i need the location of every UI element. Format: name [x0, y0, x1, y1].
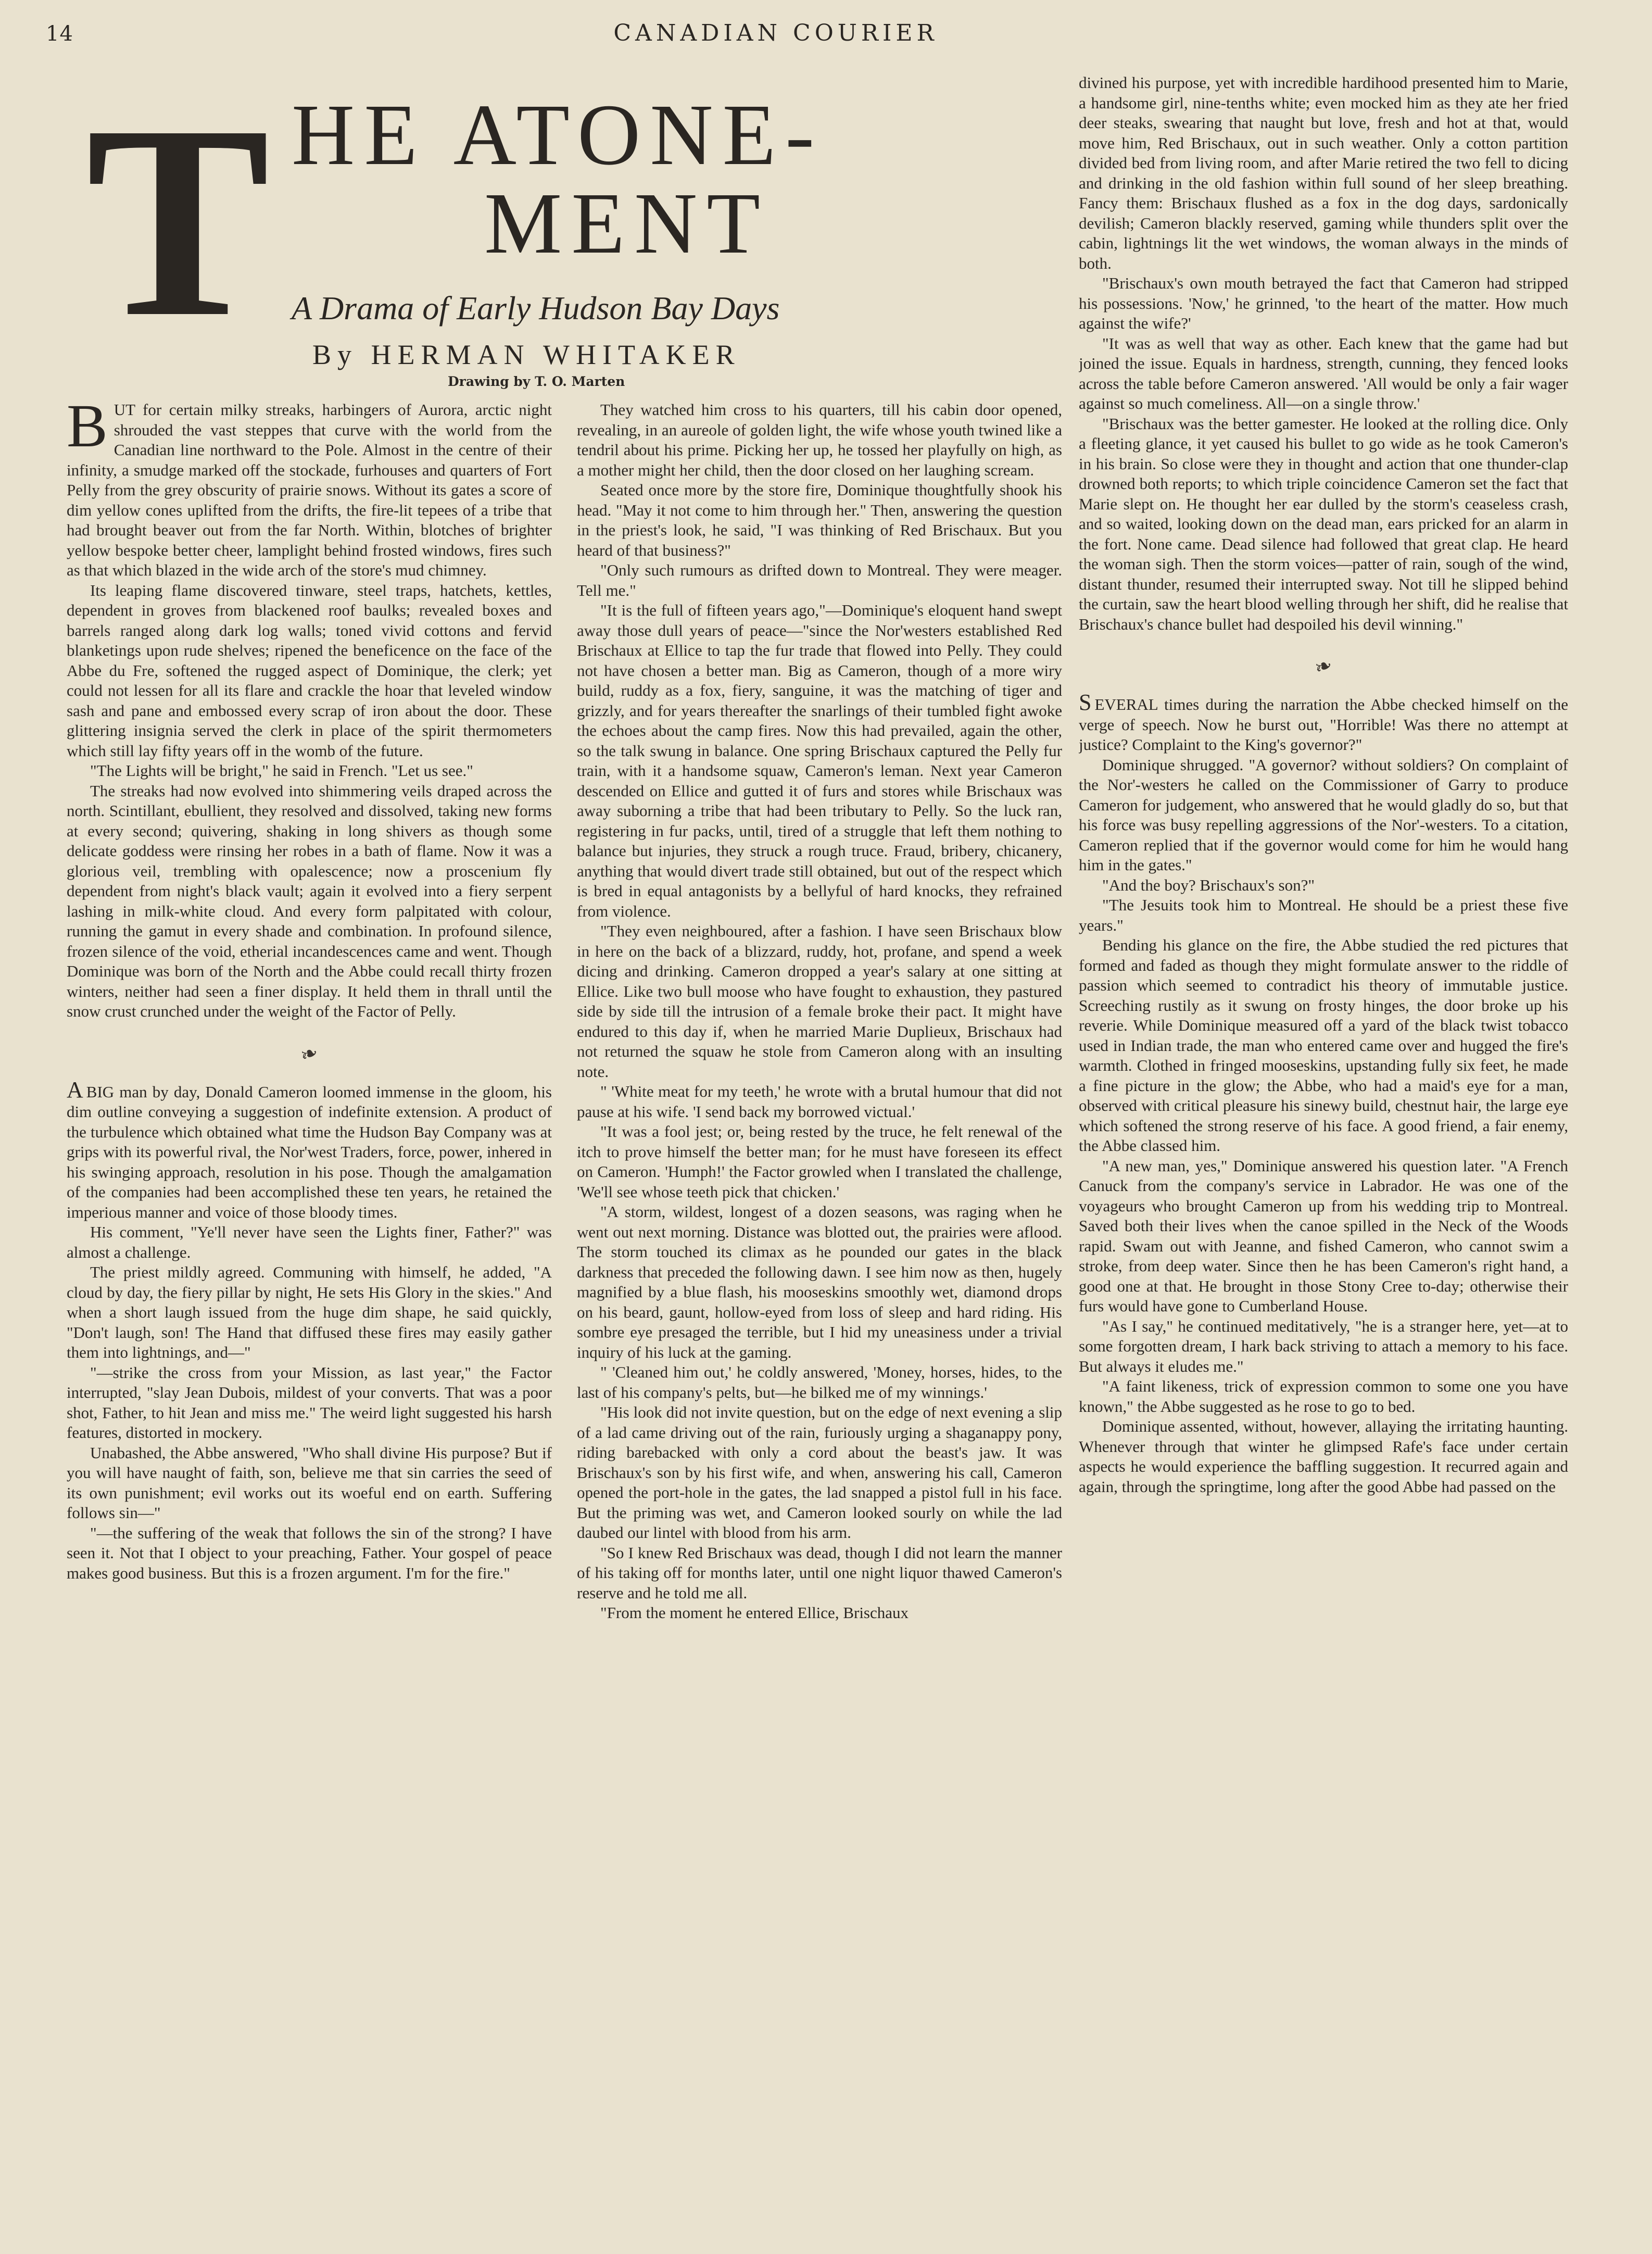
paragraph: "A faint likeness, trick of expression common to some one you have known," the Abbe suggested as he rose to go to bed. [1079, 1377, 1568, 1416]
section-initial: A [67, 1076, 83, 1103]
paragraph: The priest mildly agreed. Communing with himself, he added, "A cloud by day, the fiery pillar by night, He sets His Glory in the skies." And when a short laugh issued from the huge dim shape, he said quickly, "Don't laugh, son! The Hand that diffused these fires may easily gather them into lightnings, and—" [67, 1263, 552, 1361]
paragraph [67, 400, 552, 581]
paragraph: Unabashed, the Abbe answered, "Who shall divine His purpose? But if you will have naught of faith, son, believe me that sin carries the seed of its own punishment; evil works out its woeful end on earth. Suffering follows sin—" [67, 1443, 552, 1522]
paragraph [67, 1076, 552, 1223]
paragraph: "It was a fool jest; or, being rested by the truce, he felt renewal of the itch to prove himself the better man; for he must have foreseen its effect on Cameron. 'Humph!' the Factor growled when I translated the challenge, 'We'll see whose teeth pick that chicken.' [577, 1122, 1062, 1201]
title-initial: T [86, 68, 270, 374]
page-number: 14 [46, 22, 73, 46]
running-head: CANADIAN COURIER [613, 20, 938, 46]
column-3 [1079, 73, 1568, 2234]
paragraph: "So I knew Red Brischaux was dead, though I did not learn the manner of his taking off for months later, until one night liquor thawed Cameron's reserve and he told me all. [577, 1543, 1062, 1602]
paragraph-text: UT for certain milky streaks, harbingers of Aurora, arctic night shrouded the vast steppes that curve with the world from the Canadian line northward to the Pole. Almost in the centre of their infinity, a smudge marked off the stockade, furhouses and quarters of Fort Pelly from the grey obscurity of prairie snows. Without its gates a score of dim yellow cones uplifted from the drifts, the fire-lit tepees of a tribe that had brought beaver out from the far North. Within, blotches of brighter yellow bespoke better cheer, lamplight behind frosted windows, fires such as that which blazed in the wide arch of the store's mud chimney. [67, 400, 552, 579]
column-1 [67, 400, 552, 2233]
paragraph: "And the boy? Brischaux's son?" [1102, 875, 1315, 894]
title-line-1: HE ATONE- [292, 86, 824, 183]
paragraph: Seated once more by the store fire, Dominique thoughtfully shook his head. "May it not come to him through her." Then, answering the question in the priest's look, he said, "I was thinking of Red Brischaux. But you heard of that business?" [577, 481, 1062, 559]
paragraph: "—strike the cross from your Mission, as last year," the Factor interrupted, "slay Jean Dubois, mildest of your converts. That was a poor shot, Father, to hit Jean and miss me." The weird light suggested his harsh features, distorted in mockery. [67, 1363, 552, 1442]
illustration-credit: Drawing by T. O. Marten [448, 374, 625, 389]
section-initial: S [1079, 690, 1092, 715]
byline: By HERMAN WHITAKER [312, 339, 741, 370]
paragraph: "It was as well that way as other. Each knew that the game had but joined the issue. Equals in hardness, strength, cunning, they fenced looks across the table before Cameron answered. 'All would be only a fair wager against so much comeliness. All—on a single throw.' [1079, 334, 1568, 412]
paragraph: "Brischaux was the better gamester. He looked at the rolling dice. Only a fleeting glance, it yet caused his bullet to go wide as he took Cameron's in his brain. So close were they in thought and action that one thunder-clap drowned both reports; to which triple coincidence Cameron set the fact that Marie slept on. He thought her ear dulled by the storm's ceaseless crash, and so waited, looking down on the dead man, ears pricked for an alarm in the fort. None came. Dead silence had followed that great clap. He heard the woman sigh. Then the storm voices—patter of rain, sough of the wind, distant thunder, resumed their interrupted sway. Not till he slipped behind the curtain, saw the heart blood welling through her shift, did he realise that Brischaux's chance bullet had despoiled his devil winning." [1079, 414, 1568, 633]
paragraph: "Only such rumours as drifted down to Montreal. They were meager. Tell me." [577, 561, 1062, 599]
subtitle: A Drama of Early Hudson Bay Days [292, 290, 780, 327]
paragraph: "The Lights will be bright," he said in French. "Let us see." [90, 761, 473, 780]
paragraph: "Brischaux's own mouth betrayed the fact that Cameron had stripped his possessions. 'Now,' he grinned, 'to the heart of the matter. How much against the wife?' [1079, 274, 1568, 332]
paragraph: "They even neighboured, after a fashion. I have seen Brischaux blow in here on the back of a blizzard, ruddy, hot, profane, and spend a week dicing and drinking. Cameron dropped a year's salary at one sitting at Ellice. Like two bull moose who have fought to exhaustion, they pastured side by side till the intrusion of a female broke their pact. It might have endured to this day if, when he married Marie Duplieux, Brischaux had not returned the squaw he stole from Cameron along with an insulting note. [577, 922, 1062, 1081]
title-line-2: MENT [484, 175, 770, 272]
paragraph: They watched him cross to his quarters, till his cabin door opened, revealing, in an aureole of golden light, the wife whose youth twined like a tendril about his prime. Picking her up, he tossed her playfully on high, as a mother might her child, then the door closed on her laughing scream. [577, 400, 1062, 479]
paragraph: "—the suffering of the weak that follows the sin of the strong? I have seen it. Not that I object to your preaching, Father. Your gospel of peace makes good business. But this is a frozen argument. I'm for the fire." [67, 1523, 552, 1582]
drop-cap: B [67, 400, 108, 460]
paragraph-text: EVERAL times during the narration the Abbe checked himself on the verge of speech. Now he burst out, "Horrible! Was there no attempt at justice? Complaint to the King's governor?" [1079, 695, 1568, 754]
paragraph: divined his purpose, yet with incredible hardihood presented him to Marie, a handsome girl, nine-tenths white; even mocked him as they ate her fried deer steaks, swearing that naught but love, fresh and hot at that, would move him, Red Brischaux, out in such weather. Only a cotton partition divided bed from living room, and after Marie retired the two fell to dicing and drinking in the old fashion within full sound of her sleep breathing. Fancy them: Brischaux flushed as a fox in the dog days, sardonically devilish; Cameron blackly reserved, gaming while thunders split over the cabin, lightnings lit the wet windows, the woman always in the minds of both. [1079, 73, 1568, 272]
paragraph: Its leaping flame discovered tinware, steel traps, hatchets, kettles, dependent in groves from blackened roof baulks; revealed boxes and barrels ranged along dark log walls; toned vivid cottons and fervid blanketings upon rude shelves; ripened the beneficence on the face of the Abbe du Fre, softened the rugged aspect of Dominique, the clerk; yet could not lessen for all its flare and crackle the hoar that leveled window sash and pane and embossed every scrap of iron about the door. These glittering insignia served the clerk in place of the spirit thermometers which still lay fifty years off in the womb of the future. [67, 581, 552, 760]
paragraph: Bending his glance on the fire, the Abbe studied the red pictures that formed and faded as though they might formulate answer to the riddle of passion which seemed to contradict his theory of immutable justice. Screeching rustily as it swung on frosty hinges, the door broke up his reverie. While Dominique measured off a yard of the black twist tobacco used in Indian trade, the man who entered came over and hugged the fire's warmth. Clothed in fringed mooseskins, upstanding fully six feet, he made a fine picture in the glow; the Abbe, who had a maid's eye for a man, observed with critical pleasure his sinewy build, chestnut hair, the large eye which softened the strong reserve of his face. A good friend, a fair enemy, the Abbe classed him. [1079, 936, 1568, 1155]
paragraph: "From the moment he entered Ellice, Brischaux [600, 1604, 909, 1622]
paragraph: "A storm, wildest, longest of a dozen seasons, was raging when he went out next morning. Distance was blotted out, the prairies were aflood. The storm touched its climax as he pounded our gates in the black darkness that preceded the following dawn. I see him now as then, hugely magnified by a blue flash, his mooseskins smoothly wet, diamond drops on his beard, gaunt, hollow-eyed from loss of sleep and hard riding. His sombre eye presaged the terrible, but I hid my uneasiness under a trivial inquiry of his luck at the gaming. [577, 1203, 1062, 1361]
paragraph: Dominique assented, without, however, allaying the irritating haunting. Whenever through that winter he glimpsed Rafe's face under certain aspects he would experience the baffling suggestion. It recurred again and again, through the springtime, long after the good Abbe had passed on the [1079, 1417, 1568, 1496]
paragraph-text: BIG man by day, Donald Cameron loomed immense in the gloom, his dim outline conveying a suggestion of indefinite extension. A product of the turbulence which obtained what time the Hudson Bay Company was at grips with its powerful rival, the Nor'west Traders, force, power, inhered in his swinging approach, resolution in his pose. Though the amalgamation of the companies had been accomplished these ten years, he retained the imperious manner and voice of those bloody times. [67, 1082, 552, 1221]
column-2 [577, 400, 1062, 2233]
paragraph: "The Jesuits took him to Montreal. He should be a priest these five years." [1079, 896, 1568, 934]
paragraph: Dominique shrugged. "A governor? without soldiers? On complaint of the Nor'-westers he called on the Commissioner of Garry to produce Cameron for judgement, who answered that he would gladly do so, but that his force was busy repelling aggressions of the Nor'-westers. To a citation, Cameron replied that if the governor would come for him he would hang him in the gates." [1079, 755, 1568, 874]
section-ornament-icon: ❧ [297, 1040, 322, 1068]
paragraph: His comment, "Ye'll never have seen the Lights finer, Father?" was almost a challenge. [67, 1223, 552, 1261]
paragraph: The streaks had now evolved into shimmering veils draped across the north. Scintillant, ebullient, they resolved and dissolved, taking new forms at every second; quivering, shaking in long shivers as though some delicate goddess were rinsing her robes in a bath of flame. Now it was a glorious veil, trembling with opalescence; now a proscenium fly dependent from night's black vault; again it evolved into a fiery serpent lashing in milk-white cloud. And every form palpitated with colour, running the gamut in every shade and combination. In profound silence, frozen silence of the void, etherial incandescences came and went. Though Dominique was born of the North and the Abbe could recall thirty frozen winters, neither had seen a finer display. It held them in thrall until the snow crust crunched under the weight of the Factor of Pelly. [67, 781, 552, 1020]
paragraph: "A new man, yes," Dominique answered his question later. "A French Canuck from the company's service in Labrador. He was one of the voyageurs who brought Cameron up from his wedding trip to Montreal. Saved both their lives when the canoe spilled in the Neck of the Woods rapid. Swam out with Jeanne, and fished Cameron, who cannot swim a stroke, from deep water. Since then he has been Cameron's right hand, a good one at that. He brought in those Stony Cree to-day; otherwise their furs would have gone to Cumberland House. [1079, 1156, 1568, 1315]
paragraph: "As I say," he continued meditatively, "he is a stranger here, yet—at to some forgotten dream, I hark back striving to attach a memory to his face. But always it eludes me." [1079, 1317, 1568, 1375]
paragraph: " 'Cleaned him out,' he coldly answered, 'Money, horses, hides, to the last of his company's pelts, but—he bilked me of my winnings.' [577, 1363, 1062, 1401]
paragraph: " 'White meat for my teeth,' he wrote with a brutal humour that did not pause at his wife. 'I send back my borrowed victual.' [577, 1082, 1062, 1121]
paragraph: "It is the full of fifteen years ago,"—Dominique's eloquent hand swept away those dull years of peace—"since the Nor'westers established Red Brischaux at Ellice to tap the fur trade that flowed into Pelly. They could not have chosen a better man. Big as Cameron, though of a more wiry build, ruddy as a fox, fiery, sanguine, it was the matching of tiger and grizzly, and for years thereafter the snarlings of their tumbled fight awoke the echoes about the camp fires. Now this had prevailed, again the other, so the talk swung in balance. One spring Brischaux captured the Pelly fur train, with it a handsome squaw, Cameron's leman. Next year Cameron descended on Ellice and gutted it of furs and stores while Brischaux was away suborning a tribe that had been tributary to Pelly. So the luck ran, registering in fur packs, until, tired of a struggle that left them nothing to balance but injuries, they struck a rough truce. Fraud, bribery, chicanery, anything that would divert trade still obtained, but out of the respect which is bred in equal antagonists by a bellyful of hard knocks, they refrained from violence. [577, 601, 1062, 920]
section-ornament-icon: ❧ [1311, 652, 1336, 681]
paragraph: "His look did not invite question, but on the edge of next evening a slip of a lad came driving out of the rain, furiously urging a shaganappy pony, riding barebacked with only a cord about the beast's jaw. It was Brischaux's son by his first wife, and when, answering his call, Cameron opened the port-hole in the gates, the lad snapped a pistol full in his face. But the priming was wet, and Cameron looked sourly on while the lad daubed our lintel with blood from his arm. [577, 1403, 1062, 1542]
